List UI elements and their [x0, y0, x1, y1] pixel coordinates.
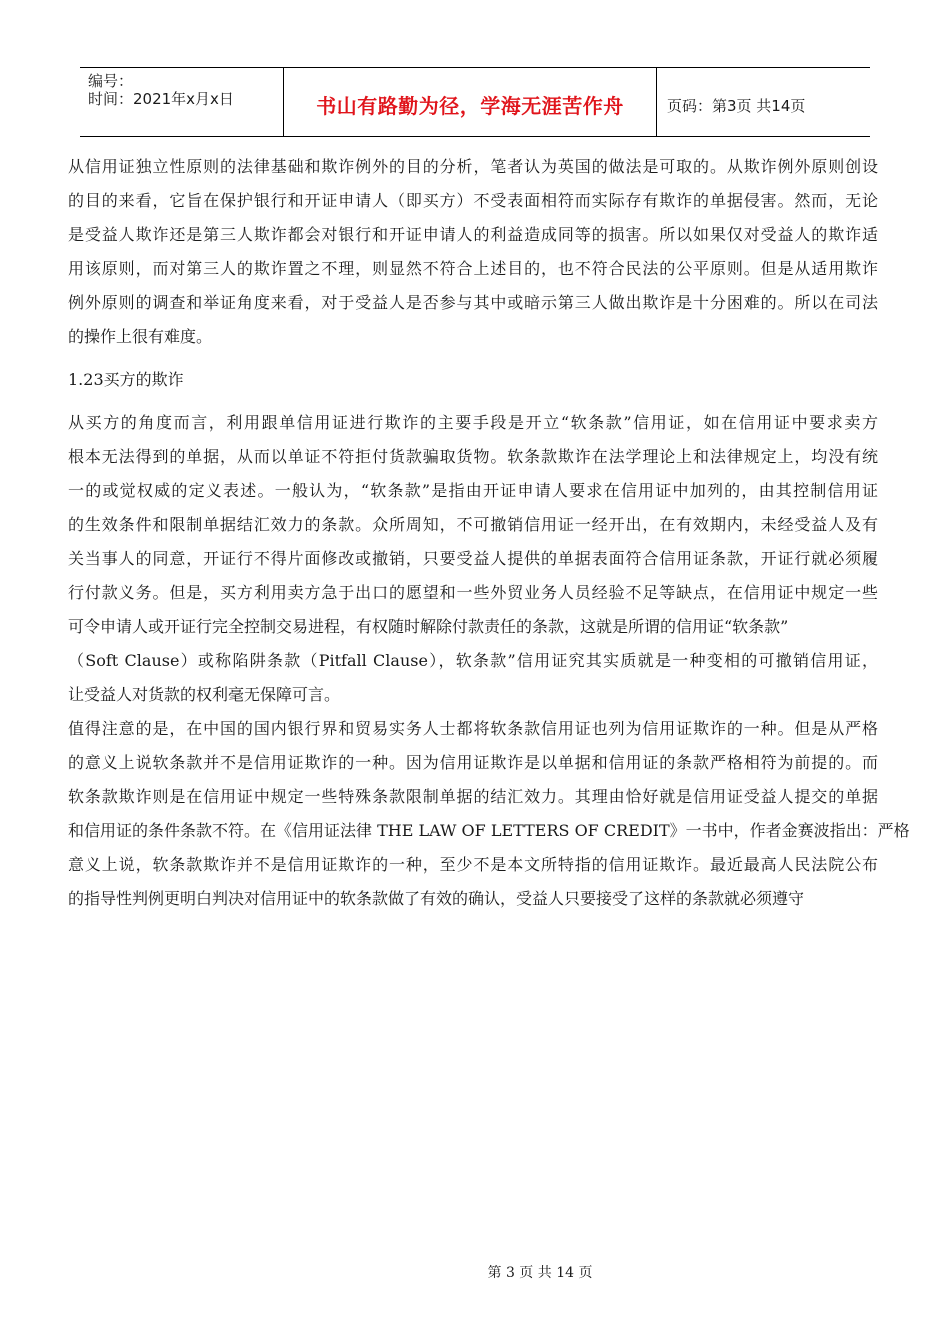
text-line: 行付款义务。但是，买方利用卖方急于出口的愿望和一些外贸业务人员经验不足等缺点，在信用证中规定一些: [68, 583, 878, 602]
text-line: （Soft Clause）或称陷阱条款（Pitfall Clause），软条款”信用证究其实质就是一种变相的可撤销信用证，: [68, 651, 878, 670]
paragraph-3: [68, 712, 910, 916]
section-heading: 1.23买方的欺诈: [68, 370, 184, 389]
text-line: 意义上说，软条款欺诈并不是信用证欺诈的一种，至少不是本文所特指的信用证欺诈。最近最高人民法院公布: [68, 855, 878, 874]
text-line: 可令申请人或开证行完全控制交易进程，有权随时解除付款责任的条款，这就是所谓的信用证“软条款”: [68, 617, 789, 636]
text-line: 根本无法得到的单据，从而以单证不符拒付货款骗取货物。软条款欺诈在法学理论上和法律规定上，均没有统: [68, 447, 878, 466]
text-line: 例外原则的调查和举证角度来看，对于受益人是否参与其中或暗示第三人做出欺诈是十分困难的。所以在司法: [68, 293, 878, 312]
text-line: 关当事人的同意，开证行不得片面修改或撤销，只要受益人提供的单据表面符合信用证条款，开证行就必须履: [68, 549, 878, 568]
text-line: 的生效条件和限制单据结汇效力的条款。众所周知，不可撤销信用证一经开出，在有效期内，未经受益人及有: [68, 515, 878, 534]
footer-page-number: 第 3 页 共 14 页: [487, 1265, 593, 1281]
text-line: 从买方的角度而言，利用跟单信用证进行欺诈的主要手段是开立“软条款”信用证，如在信用证中要求卖方: [68, 413, 878, 432]
text-line: 让受益人对货款的权利毫无保障可言。: [68, 685, 341, 704]
page-number-label: 页码：第3页 共14页: [667, 97, 806, 115]
header-page-cell: [657, 68, 870, 136]
text-line: 和信用证的条件条款不符。在《信用证法律 THE LAW OF LETTERS OF CREDIT》一书中，作者金赛波指出：严格: [68, 821, 910, 840]
text-line: 是受益人欺诈还是第三人欺诈都会对银行和开证申请人的利益造成同等的损害。所以如果仅对受益人的欺诈适: [68, 225, 878, 244]
motto-text: 书山有路勤为径，学海无涯苦作舟: [316, 94, 624, 118]
paragraph-1: [68, 150, 878, 354]
text-line: 用该原则，而对第三人的欺诈置之不理，则显然不符合上述目的，也不符合民法的公平原则。但是从适用欺诈: [68, 259, 878, 278]
date-label: 时间：2021年x月x日: [88, 90, 234, 108]
text-line: 从信用证独立性原则的法律基础和欺诈例外的目的分析，笔者认为英国的做法是可取的。从欺诈例外原则创设: [68, 157, 878, 176]
text-line: 的指导性判例更明白判决对信用证中的软条款做了有效的确认，受益人只要接受了这样的条款就必须遵守: [68, 889, 805, 908]
page-footer: [0, 1262, 950, 1282]
document-body: [68, 150, 910, 916]
header-info-cell: [80, 68, 283, 136]
header-motto-cell: [283, 68, 657, 136]
text-line: 软条款欺诈则是在信用证中规定一些特殊条款限制单据的结汇效力。其理由恰好就是信用证受益人提交的单据: [68, 787, 878, 806]
paragraph-2: [68, 406, 878, 712]
text-line: 的意义上说软条款并不是信用证欺诈的一种。因为信用证欺诈是以单据和信用证的条款严格相符为前提的。而: [68, 753, 878, 772]
text-line: 的操作上很有难度。: [68, 327, 213, 346]
page-header: [80, 67, 870, 137]
text-line: 的目的来看，它旨在保护银行和开证申请人（即买方）不受表面相符而实际存有欺诈的单据侵害。然而，无论: [68, 191, 878, 210]
doc-number-label: 编号：: [88, 72, 134, 90]
text-line: 值得注意的是，在中国的国内银行界和贸易实务人士都将软条款信用证也列为信用证欺诈的一种。但是从严格: [68, 719, 878, 738]
text-line: 一的或觉权威的定义表述。一般认为，“软条款”是指由开证申请人要求在信用证中加列的，由其控制信用证: [68, 481, 878, 500]
